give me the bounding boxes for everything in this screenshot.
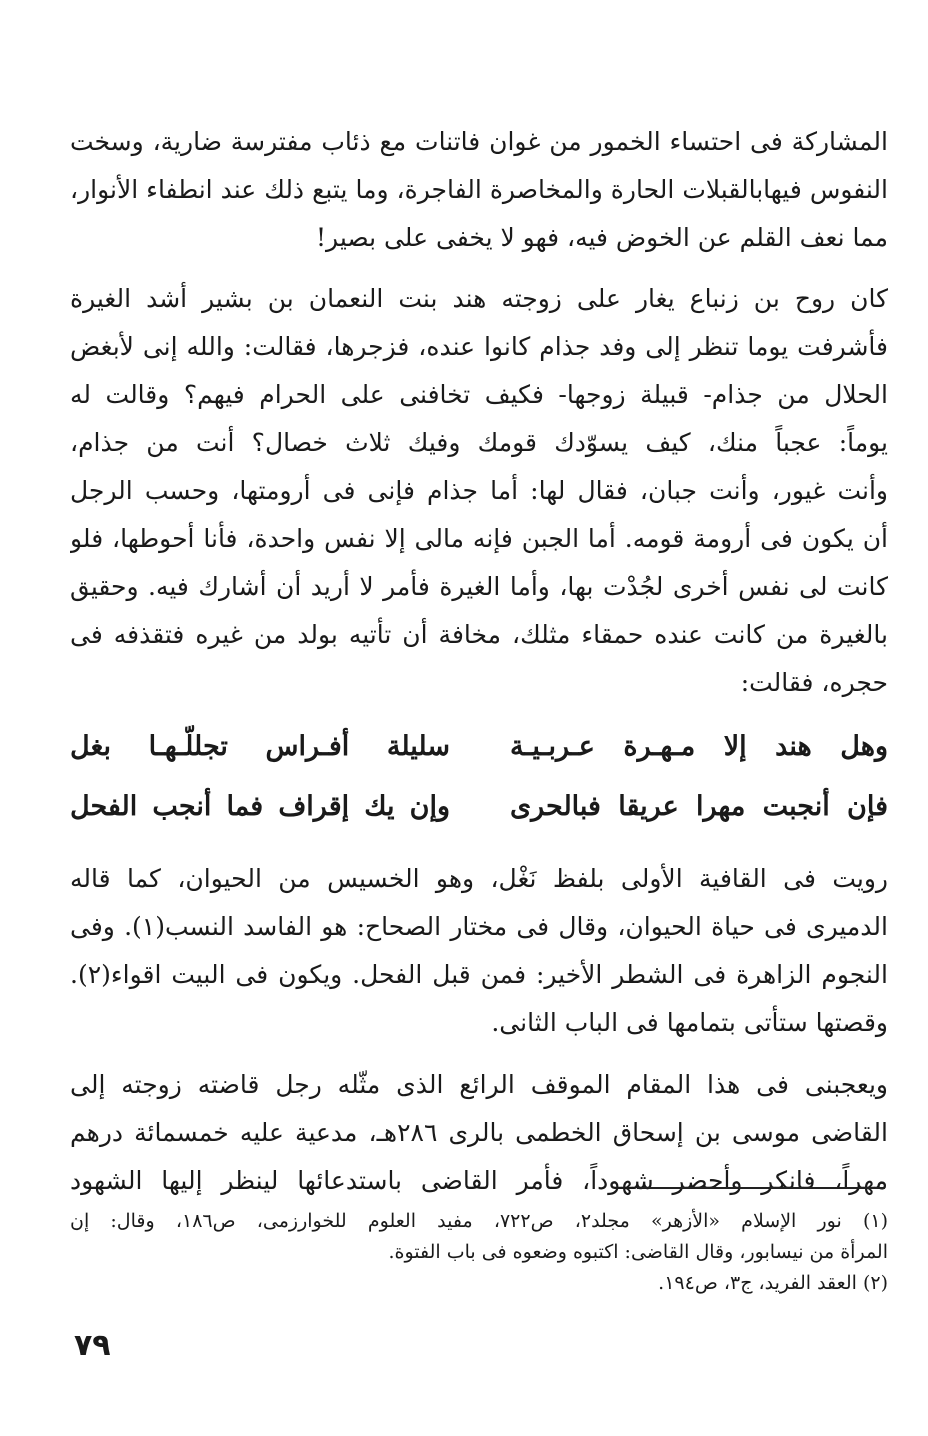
poem-hemistich-second: سليلة أفـراس تجللّـهـا بغل	[70, 731, 450, 762]
poem	[70, 717, 888, 837]
text-line: بالغيرة من كانت عنده حمقاء مثلك، مخافة أن تأتيه بولد من غيره فتقذفه فى	[70, 620, 888, 649]
text-line: وقصتها ستأتى بتمامها فى الباب الثانى.	[491, 1008, 888, 1037]
paragraph-2	[70, 275, 888, 707]
poem-hemistich-first: فإن أنجبت مهرا عريقا فبالحرى	[510, 791, 888, 822]
text-line: حجره، فقالت:	[740, 668, 888, 697]
text-line: ويعجبنى فى هذا المقام الموقف الرائع الذى مثّله رجل قاضته زوجته إلى	[70, 1070, 888, 1099]
text-line: الحلال من جذام- قبيلة زوجها- فكيف تخافنى على الحرام فيهم؟ وقالت له	[70, 380, 888, 409]
text-line: الدميرى فى حياة الحيوان، وقال فى مختار الصحاح: هو الفاسد النسب(١). وفى	[70, 912, 888, 941]
text-line: مما نعف القلم عن الخوض فيه، فهو لا يخفى على بصير!	[316, 223, 888, 252]
page-number: ٧٩	[74, 1328, 111, 1363]
text-line: القاضى موسى بن إسحاق الخطمى بالرى ٢٨٦هـ، مدعية عليه خمسمائة درهم	[70, 1118, 888, 1147]
footnote-line: (٢) العقد الفريد، ج٣، ص١٩٤.	[658, 1272, 888, 1294]
text-line: النفوس فيهابالقبلات الحارة والمخاصرة الفاجرة، وما يتبع ذلك عند انطفاء الأنوار،	[70, 175, 888, 204]
poem-verse	[70, 777, 888, 837]
poem-verse	[70, 717, 888, 777]
text-line: كان روح بن زنباع يغار على زوجته هند بنت النعمان بن بشير أشد الغيرة	[70, 284, 888, 313]
paragraph-3	[70, 855, 888, 1047]
text-line: مهراً، فانكر وأحضر شهوداً، فأمر القاضى باستدعائها لينظر إليها الشهود	[70, 1166, 888, 1195]
footnote-separator	[637, 1187, 885, 1189]
text-line: النجوم الزاهرة فى الشطر الأخير: فمن قبل الفحل. ويكون فى البيت اقواء(٢).	[70, 960, 888, 989]
text-line: رويت فى القافية الأولى بلفظ نَغْل، وهو الخسيس من الحيوان، كما قاله	[70, 864, 888, 893]
footnote-line: المرأة من نيسابور، وقال القاضى: اكتبوه وضعوه فى باب الفتوة.	[388, 1241, 888, 1263]
text-line: أن يكون فى أرومة قومه. أما الجبن فإنه مالى إلا نفس واحدة، فأنا أحوطها، فلو	[70, 524, 888, 553]
poem-hemistich-second: وإن يك إقراف فما أنجب الفحل	[70, 791, 450, 822]
text-line: المشاركة فى احتساء الخمور من غوان فاتنات مع ذئاب مفترسة ضارية، وسخت	[70, 127, 888, 156]
text-line: فأشرفت يوما تنظر إلى وفد جذام كانوا عنده، فزجرها، فقالت: والله إنى لأبغض	[70, 332, 888, 361]
paragraph-4	[70, 1061, 888, 1205]
text-line: كانت لى نفس أخرى لجُدْت بها، وأما الغيرة فأمر لا أريد أن أشارك فيه. وحقيق	[70, 572, 888, 601]
text-line: وأنت غيور، وأنت جبان، فقال لها: أما جذام فإنى فى أرومتها، وحسب الرجل	[70, 476, 888, 505]
footnotes	[70, 1206, 888, 1299]
paragraph-1	[70, 118, 888, 262]
page-body	[70, 118, 888, 1205]
poem-hemistich-first: وهل هند إلا مـهـرة عـربـيـة	[510, 731, 888, 762]
text-line: يوماً: عجباً منك، كيف يسوّدك قومك وفيك ثلاث خصال؟ أنت من جذام،	[70, 428, 888, 457]
footnote-line: (١) نور الإسلام «الأزهر» مجلد٢، ص٧٢٢، مفيد العلوم للخوارزمى، ص١٨٦، وقال: إن	[70, 1210, 888, 1232]
